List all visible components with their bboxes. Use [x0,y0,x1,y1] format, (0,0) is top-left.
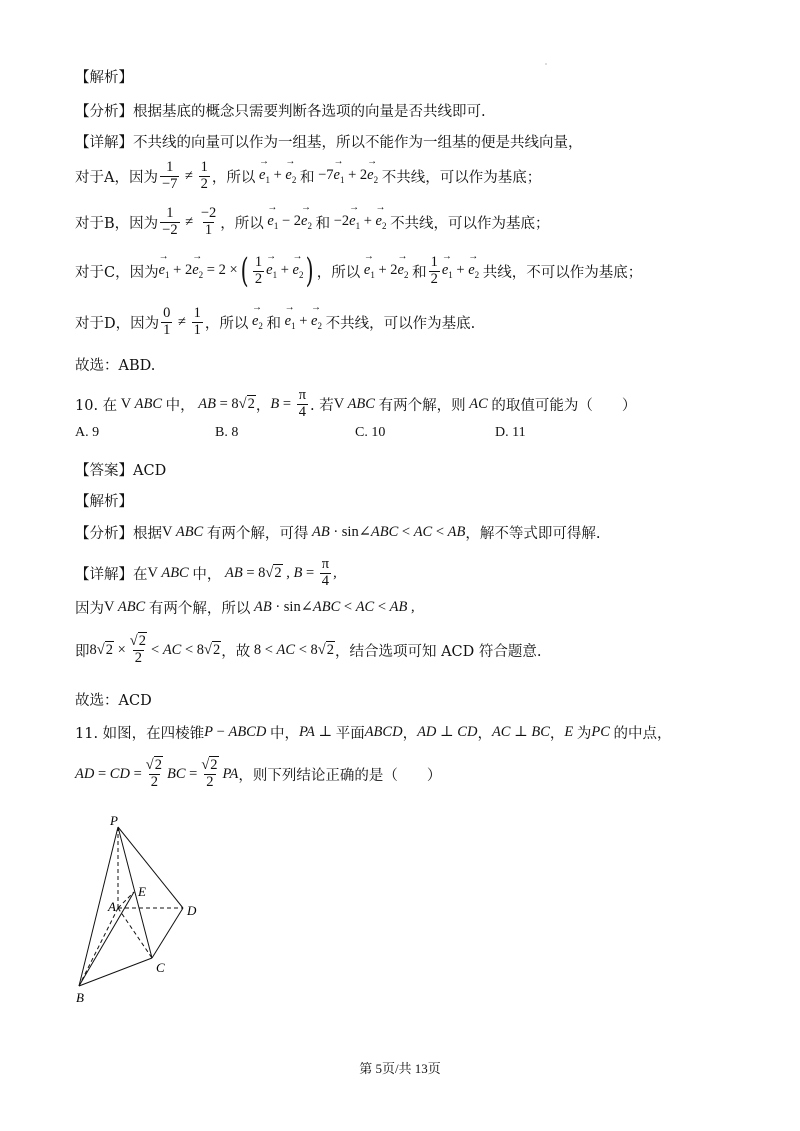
q10-detail-line-2: 因为 V ABC 有两个解，所以 AB · sin∠ABC < AC < AB , [75,599,415,617]
q9-detail-line: 【详解】 不共线的向量可以作为一组基，所以不能作为一组基的便是共线向量， [75,135,583,151]
q10-jiexi-label: 【解析】 [75,494,133,510]
q11-stem-2: AD = CD = $\frac{√2}{2}$ BC = $\frac{√2}{2}$ PA ，则下列结论正确的是（ ） [75,757,442,790]
label-E: E [138,884,146,899]
label-C: C [156,960,165,975]
edge-PD [118,827,183,908]
q10-option-a: A. 9 [75,425,100,440]
q9-option-a-analysis: 对于A，因为 $\frac{1}{-7}$ ≠ $\frac{1}{2}$ ，所以 → $e_1$ + → $e_2$ 和 $-7\to e_1 + 2\to e_2$ 不共线，可以作为基底； [75,160,541,193]
q9-analysis-line: 【分析】 根据基底的概念只需要判断各选项的向量是否共线即可. [75,104,486,120]
q10-options [75,425,635,441]
q11-stem: 11. 如图，在四棱锥 P − ABCD 中， PA ⊥ 平面 ABCD ， AD ⊥ CD ， AC ⊥ BC ， E 为 PC 的中点， [75,724,672,742]
q9-option-b-analysis: 对于B，因为 $\frac{1}{-2}$ ≠ $\frac{-2}{1}$ ，所以 → $e_1 - 2\to e_2$ 和 $-2\to e_1$ + → $e_2$ 不共线，可以作为基底； [75,206,550,239]
edge-AC [118,908,152,958]
q10-analysis-line: 【分析】 根据 V ABC 有两个解，可得 AB · sin∠ABC < AC < AB ，解不等式即可得解. [75,524,601,542]
q9-answer: 故选：ABD. [75,358,156,374]
edge-AB [79,908,118,986]
q10-detail-line: 【详解】 在 V ABC 中， AB = 8√2 , B = $\frac{\pi}{4}$ , [75,556,337,589]
page-footer: 第 5页/共 13页 [359,1061,441,1076]
q10-option-d: D. 11 [495,425,526,440]
q9-option-d-analysis: 对于D，因为 $\frac{0}{1}$ ≠ $\frac{1}{1}$ ，所以 → $e_2$ 和 → $e_1$ + → $e_2$ 不共线，可以作为基底. [75,306,475,339]
label-B: B [76,990,84,1005]
q9-option-c-analysis: 对于C，因为 → $e_1 + 2\to e_2 = 2$ × ( $\frac{1}{2}$ → $e_1$ + → $e_2$ ) ，所以 → $e_1 + 2\to e_2$ 和 $\frac{1}{2}$ → $e_1$ + → $e_2$ 共线，不可以作为基底； [75,254,642,288]
edge-BC [79,958,152,986]
q9-jiexi-label: 【解析】 [75,70,133,86]
segment-BE [79,892,134,986]
q10-final: 故选：ACD [75,693,152,709]
label-A: A [108,899,116,914]
q10-answer: 【答案】ACD [75,463,167,479]
q10-detail-line-3: 即 8√2 × $\frac{√2}{2}$ < AC < 8√2 ，故 8 < AC < 8√2 ，结合选项可知 ACD 符合题意. [75,633,542,666]
pyramid-figure [70,812,210,1012]
q10-option-c: C. 10 [355,425,386,440]
q10-stem: 10. 在 V ABC 中， AB = 8√2 ， B = $\frac{\pi}{4}$ . 若 V ABC 有两个解，则 AC 的取值可能为（ ） [75,387,637,420]
edge-CD [152,908,183,958]
label-P: P [110,813,118,828]
label-D: D [187,903,197,918]
edge-PC [118,827,152,958]
scan-speck [545,63,547,65]
q10-option-b: B. 8 [215,425,239,440]
